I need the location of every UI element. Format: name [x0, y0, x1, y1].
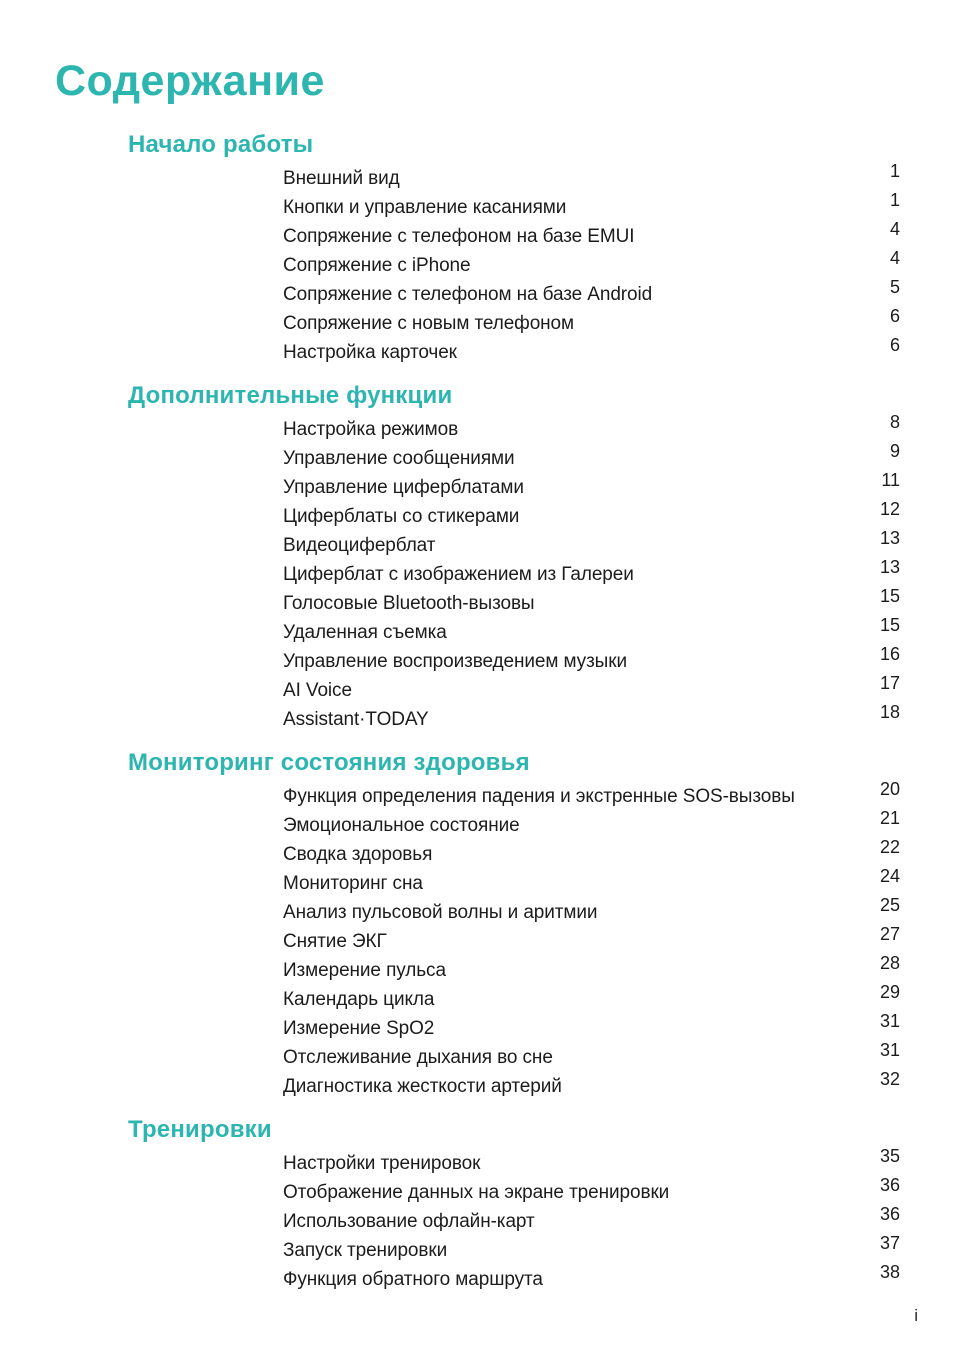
toc-item-label: Использование офлайн-карт — [283, 1210, 535, 1232]
toc-item[interactable] — [283, 412, 900, 444]
toc-item[interactable] — [283, 808, 900, 840]
toc-item-label: Сопряжение с новым телефоном — [283, 312, 574, 334]
toc-item-page: 36 — [879, 1204, 900, 1224]
toc-item-page: 28 — [879, 953, 900, 973]
toc-item-page: 6 — [889, 306, 900, 326]
toc-item[interactable] — [283, 557, 900, 589]
toc-item-page: 1 — [889, 190, 900, 210]
toc-item-label: Измерение пульса — [283, 959, 446, 981]
toc-item-label: Отображение данных на экране тренировки — [283, 1181, 670, 1203]
toc-item-label: AI Voice — [283, 679, 352, 701]
toc-section — [0, 367, 960, 734]
toc-item-page: 6 — [889, 335, 900, 355]
section-heading: Начало работы — [128, 131, 314, 158]
toc-item-label: Управление циферблатами — [283, 476, 524, 498]
toc-item-label: Отслеживание дыхания во сне — [283, 1046, 553, 1068]
toc-item-label: Календарь цикла — [283, 988, 435, 1010]
toc-item-page: 22 — [879, 837, 900, 857]
toc-item[interactable] — [283, 982, 900, 1014]
toc-item-page: 11 — [881, 470, 900, 490]
toc-item[interactable] — [283, 702, 900, 734]
toc-item-label: Настройка карточек — [283, 341, 457, 363]
footer-page-number: i — [914, 1306, 918, 1325]
toc-item-page: 15 — [879, 586, 900, 606]
toc-item-page: 15 — [879, 615, 900, 635]
toc-item[interactable] — [283, 528, 900, 560]
toc-item-page: 17 — [879, 673, 900, 693]
toc-item-page: 4 — [889, 219, 900, 239]
toc-item[interactable] — [283, 924, 900, 956]
toc-item[interactable] — [283, 1069, 900, 1101]
toc-item-label: Сопряжение с телефоном на базе EMUI — [283, 225, 635, 247]
toc-item-page: 32 — [879, 1069, 900, 1089]
toc-item-list — [283, 410, 900, 734]
toc-item-label: Функция обратного маршрута — [283, 1268, 543, 1290]
toc-item[interactable] — [283, 161, 900, 193]
toc-item[interactable] — [283, 470, 900, 502]
toc-item[interactable] — [283, 779, 900, 811]
toc-item-page: 37 — [879, 1233, 900, 1253]
toc-item-page: 29 — [879, 982, 900, 1002]
toc-item-label: Анализ пульсовой волны и аритмии — [283, 901, 598, 923]
toc-item-label: Функция определения падения и экстренные SOS-вызовы — [283, 785, 795, 807]
toc-item[interactable] — [283, 1146, 900, 1178]
toc-item-label: Настройка режимов — [283, 418, 459, 440]
toc-item-page: 5 — [889, 277, 900, 297]
toc-item-list — [283, 777, 900, 1101]
toc-item[interactable] — [283, 1233, 900, 1265]
toc-item-page: 21 — [879, 808, 900, 828]
toc-item-label: Диагностика жесткости артерий — [283, 1075, 562, 1097]
toc-item-label: Сопряжение с iPhone — [283, 254, 471, 276]
toc-item-page: 31 — [879, 1011, 900, 1031]
toc-item[interactable] — [283, 673, 900, 705]
toc-item[interactable] — [283, 499, 900, 531]
toc-sections — [0, 116, 960, 1294]
toc-item-label: Голосовые Bluetooth-вызовы — [283, 592, 535, 614]
toc-item[interactable] — [283, 306, 900, 338]
toc-item[interactable] — [283, 837, 900, 869]
toc-item[interactable] — [283, 441, 900, 473]
toc-item[interactable] — [283, 953, 900, 985]
section-heading: Мониторинг состояния здоровья — [128, 749, 530, 776]
toc-item-page: 35 — [879, 1146, 900, 1166]
section-heading: Дополнительные функции — [128, 382, 453, 409]
toc-item-page: 8 — [889, 412, 900, 432]
toc-item[interactable] — [283, 1040, 900, 1072]
toc-item-label: Эмоциональное состояние — [283, 814, 520, 836]
toc-section — [0, 1101, 960, 1294]
toc-item-page: 18 — [879, 702, 900, 722]
toc-item-page: 25 — [879, 895, 900, 915]
toc-item[interactable] — [283, 1175, 900, 1207]
toc-item-list — [283, 1144, 900, 1294]
toc-item[interactable] — [283, 1262, 900, 1294]
toc-item-label: Сопряжение с телефоном на базе Android — [283, 283, 653, 305]
toc-item[interactable] — [283, 335, 900, 367]
toc-item-page: 27 — [879, 924, 900, 944]
toc-item-label: Мониторинг сна — [283, 872, 423, 894]
toc-item[interactable] — [283, 866, 900, 898]
toc-item-label: Сводка здоровья — [283, 843, 433, 865]
toc-section — [0, 734, 960, 1101]
toc-item-page: 13 — [879, 557, 900, 577]
toc-item-label: Управление сообщениями — [283, 447, 515, 469]
toc-item-label: Настройки тренировок — [283, 1152, 481, 1174]
toc-item-label: Управление воспроизведением музыки — [283, 650, 627, 672]
toc-item-page: 31 — [879, 1040, 900, 1060]
toc-item[interactable] — [283, 248, 900, 280]
toc-item-page: 36 — [879, 1175, 900, 1195]
toc-item-label: Измерение SpO2 — [283, 1017, 435, 1039]
toc-item[interactable] — [283, 1204, 900, 1236]
toc-item-label: Assistant·TODAY — [283, 708, 429, 730]
toc-item-page: 20 — [879, 779, 900, 799]
toc-item-page: 38 — [879, 1262, 900, 1282]
toc-item[interactable] — [283, 895, 900, 927]
section-heading: Тренировки — [128, 1116, 272, 1143]
toc-item[interactable] — [283, 190, 900, 222]
toc-item[interactable] — [283, 586, 900, 618]
toc-item-page: 16 — [879, 644, 900, 664]
toc-item-label: Циферблаты со стикерами — [283, 505, 520, 527]
toc-item-list — [283, 159, 900, 367]
toc-item-page: 1 — [889, 161, 900, 181]
toc-item-label: Запуск тренировки — [283, 1239, 448, 1261]
toc-section — [0, 116, 960, 367]
page-title: Содержание — [55, 57, 325, 105]
toc-item-label: Внешний вид — [283, 167, 400, 189]
toc-item[interactable] — [283, 644, 900, 676]
toc-item-page: 12 — [879, 499, 900, 519]
toc-item-page: 13 — [879, 528, 900, 548]
toc-item-label: Удаленная съемка — [283, 621, 447, 643]
toc-item[interactable] — [283, 219, 900, 251]
toc-item[interactable] — [283, 277, 900, 309]
toc-item-label: Кнопки и управление касаниями — [283, 196, 567, 218]
toc-item-label: Снятие ЭКГ — [283, 930, 387, 952]
toc-item-page: 9 — [889, 441, 900, 461]
toc-item[interactable] — [283, 1011, 900, 1043]
toc-item-label: Видеоциферблат — [283, 534, 436, 556]
toc-item-page: 4 — [889, 248, 900, 268]
toc-item-label: Циферблат с изображением из Галереи — [283, 563, 634, 585]
toc-item[interactable] — [283, 615, 900, 647]
toc-item-page: 24 — [879, 866, 900, 886]
